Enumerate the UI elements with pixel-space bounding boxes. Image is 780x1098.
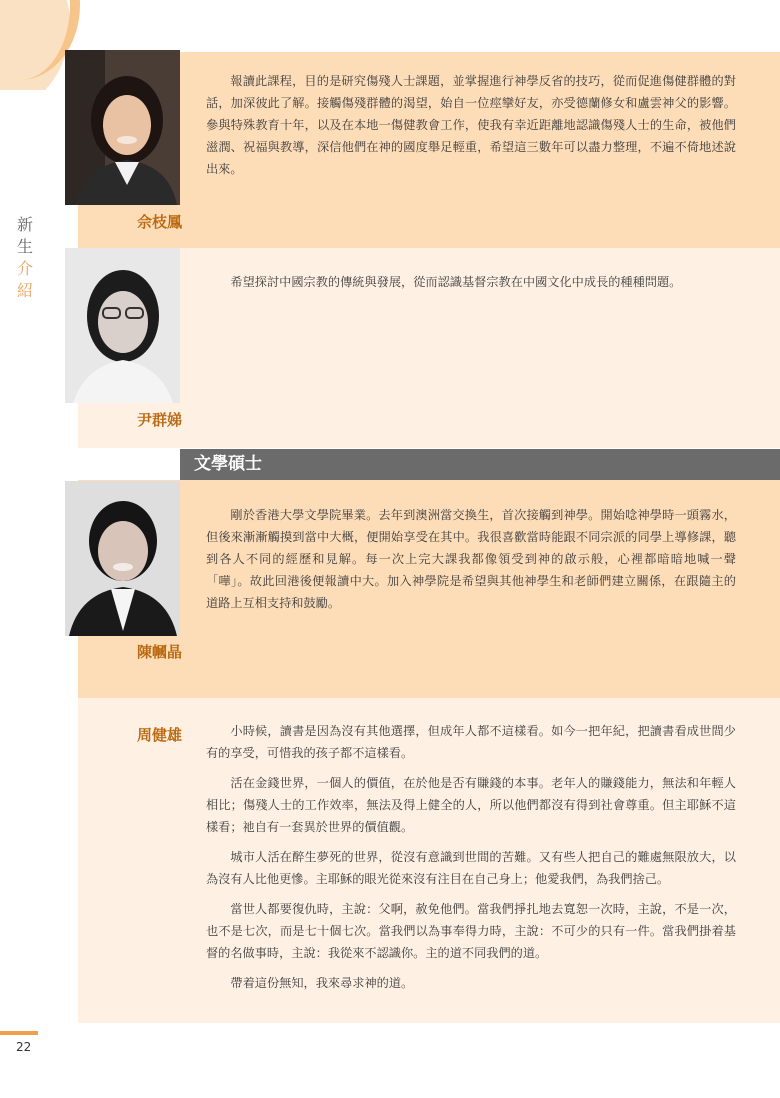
profile-text-1	[206, 70, 736, 180]
profile-1-paragraph-1: 報讀此課程，目的是研究傷殘人士課題，並掌握進行神學反省的技巧，從而促進傷健群體的對話，加深彼此了解。接觸傷殘群體的渴望，始自一位痙攣好友，亦受德蘭修女和盧雲神父的影響。參與特殊教育十年，以及在本地一傷健教會工作，使我有幸近距離地認識傷殘人士的生命，被他們滋潤、祝福與教導，深信他們在神的國度舉足輕重，希望這三數年可以盡力整理，不遍不倚地述說出來。	[206, 74, 736, 176]
side-char-4: 紹	[16, 281, 33, 300]
side-char-1: 新	[16, 215, 33, 234]
portrait-3-image	[65, 481, 180, 636]
page-number-bar	[0, 1031, 38, 1035]
profile-4-paragraph-5: 帶着這份無知，我來尋求神的道。	[230, 976, 414, 990]
profile-text-4	[206, 720, 736, 1002]
profile-text-3	[206, 504, 736, 614]
section-heading: 文學碩士	[180, 449, 780, 480]
profile-3-paragraph-1: 剛於香港大學文學院畢業。去年到澳洲當交換生，首次接觸到神學。開始唸神學時一頭霧水，但後來漸漸觸摸到當中大概，便開始享受在其中。我很喜歡當時能跟不同宗派的同學上導修課，聽到各人不同的經歷和見解。每一次上完大課我都像領受到神的啟示般，心裡都暗暗地喊一聲「嘩」。故此回港後便報讀中大。加入神學院是希望與其他神學生和老師們建立關係，在跟隨主的道路上互相支持和鼓勵。	[206, 508, 736, 610]
profile-2-paragraph-1: 希望探討中國宗教的傳統與發展，從而認識基督宗教在中國文化中成長的種種問題。	[230, 275, 682, 289]
profile-name-3: 陳幗晶	[136, 643, 182, 661]
portrait-2-image	[65, 248, 180, 403]
profile-text-2	[206, 271, 736, 293]
profile-name-2: 尹群娣	[136, 411, 182, 429]
profile-name-4: 周健雄	[136, 726, 182, 744]
page-number: 22	[16, 1040, 32, 1054]
side-char-2: 生	[16, 237, 33, 256]
profile-photo-1	[65, 50, 180, 205]
profile-4-paragraph-4: 當世人都要復仇時，主說：父啊，赦免他們。當我們掙扎地去寬恕一次時，主說，不是一次，也不是七次，而是七十個七次。當我們以為事奉得力時，主說：不可少的只有一件。當我們掛着基督的名做事時，主說：我從來不認識你。主的道不同我們的道。	[206, 902, 736, 960]
profile-4-paragraph-3: 城市人活在醉生夢死的世界，從沒有意識到世間的苦難。又有些人把自己的難處無限放大，以為沒有人比他更慘。主耶穌的眼光從來沒有注目在自己身上；他愛我們，為我們捨己。	[206, 850, 736, 886]
profile-photo-3	[65, 481, 180, 636]
profile-4-paragraph-2: 活在金錢世界，一個人的價值，在於他是否有賺錢的本事。老年人的賺錢能力，無法和年輕人相比；傷殘人士的工作效率，無法及得上健全的人，所以他們都沒有得到社會尊重。但主耶穌不這樣看；祂自有一套異於世界的價值觀。	[206, 776, 736, 834]
profile-4-paragraph-1: 小時候，讀書是因為沒有其他選擇，但成年人都不這樣看。如今一把年紀，把讀書看成世間少有的享受，可惜我的孩子都不這樣看。	[206, 724, 736, 760]
profile-name-1: 佘枝鳳	[136, 213, 182, 231]
profile-photo-2	[65, 248, 180, 403]
section-vertical-label	[14, 214, 36, 302]
portrait-1-image	[65, 50, 180, 205]
side-char-3: 介	[16, 259, 33, 278]
